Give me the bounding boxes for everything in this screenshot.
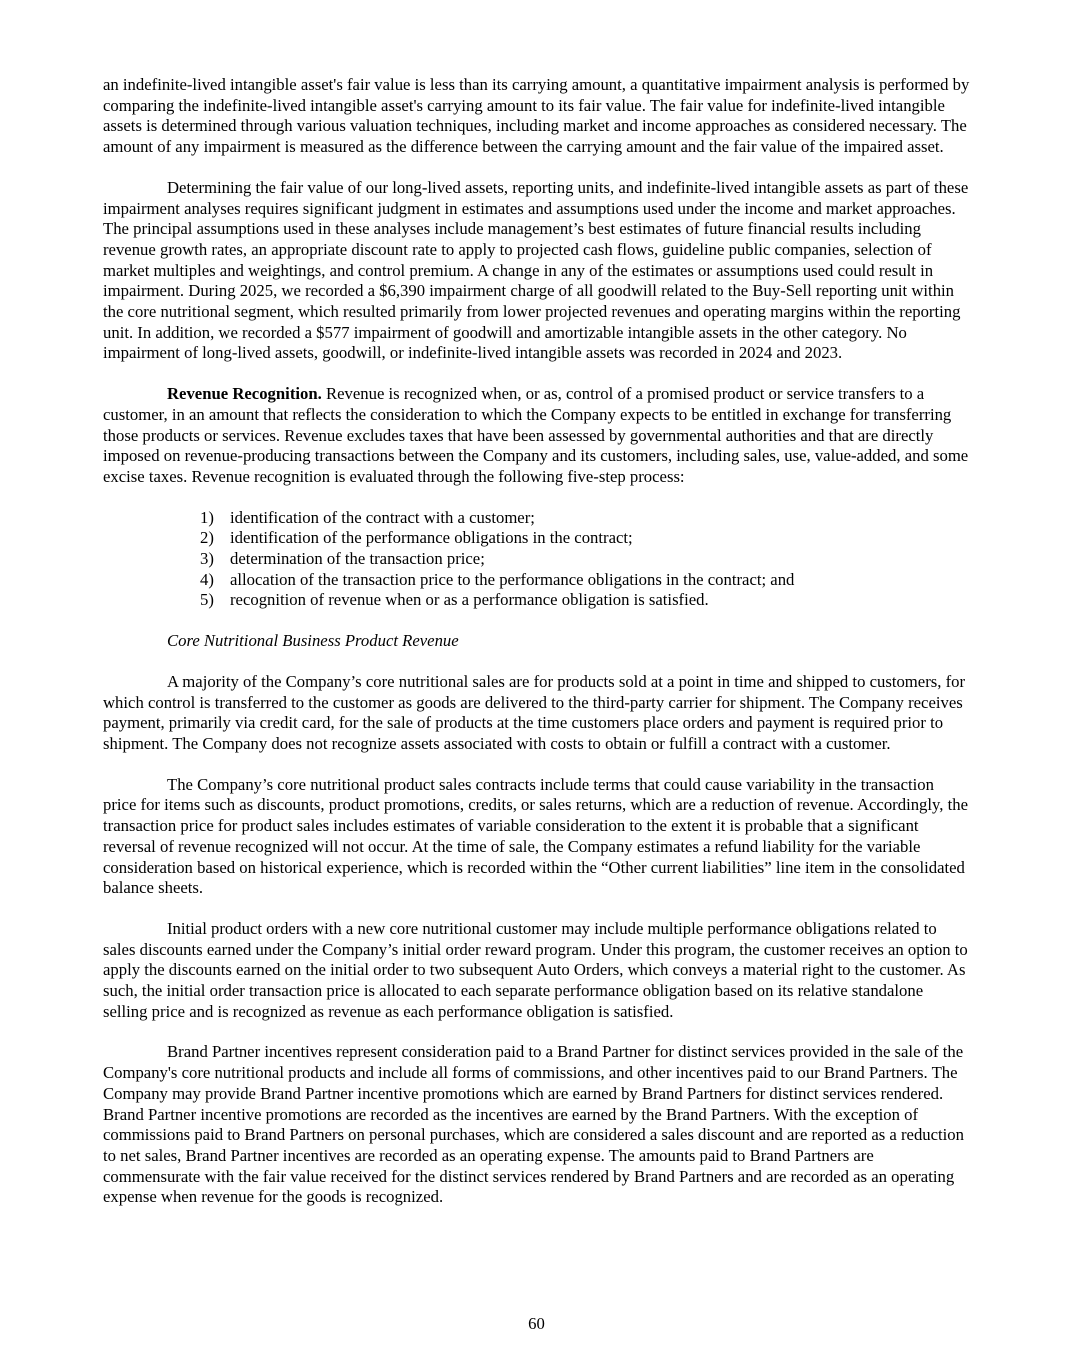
- list-item-text: allocation of the transaction price to the performance obligations in the contract; and: [230, 569, 795, 589]
- list-item-number: 1): [200, 507, 214, 527]
- list-item: [103, 549, 970, 570]
- list-item-text: determination of the transaction price;: [230, 549, 485, 569]
- list-item: [103, 508, 970, 529]
- list-item: [103, 528, 970, 549]
- list-item-text: recognition of revenue when or as a performance obligation is satisfied.: [230, 590, 709, 610]
- paragraph-initial-orders: Initial product orders with a new core nutritional customer may include multiple performance obligations related to sales discounts earned under the Company’s initial order reward program. Under this program, the customer receives an option to apply the discounts earned on the initial order to two subsequent Auto Orders, which conveys a material right to the customer. As such, the initial order transaction price is allocated to each separate performance obligation based on its relative standalone selling price and is recognized as revenue as each performance obligation is satisfied.: [103, 918, 968, 1021]
- paragraph-brand-partner-incentives: Brand Partner incentives represent consideration paid to a Brand Partner for distinct services provided in the sale of the Company's core nutritional products and include all forms of commissions, and other incentives paid to our Brand Partners. The Company may provide Brand Partner incentive promotions which are earned by Brand Partners for distinct services rendered. Brand Partner incentive promotions are recorded as the incentives are earned by the Brand Partners. With the exception of commissions paid to Brand Partners on personal purchases, which are considered a sales discount and are reported as a reduction to net sales, Brand Partner incentives are recorded as an operating expense. The amounts paid to Brand Partners are commensurate with the fair value received for the distinct services rendered by Brand Partners and are recorded as an operating expense when revenue for the goods is recognized.: [103, 1042, 964, 1207]
- paragraph-impairment-continuation: an indefinite-lived intangible asset's fair value is less than its carrying amount, a quantitative impairment analysis is performed by comparing the indefinite-lived intangible asset's carrying amount to its fair value. The fair value for indefinite-lived intangible assets is determined through various valuation techniques, including market and income approaches as considered necessary. The amount of any impairment is measured as the difference between the carrying amount and the fair value of the impaired asset.: [103, 75, 970, 157]
- list-item: [103, 590, 970, 611]
- paragraph-point-in-time-sales: A majority of the Company’s core nutritional sales are for products sold at a point in time and shipped to customers, for which control is transferred to the customer as goods are delivered to the third-party carrier for shipment. The Company receives payment, primarily via credit card, for the sale of products at the time customers place orders and payment is required prior to shipment. The Company does not recognize assets associated with costs to obtain or fulfill a contract with a customer.: [103, 671, 966, 753]
- list-item-text: identification of the contract with a customer;: [230, 507, 535, 527]
- list-item-number: 4): [200, 569, 214, 589]
- paragraph-fair-value-determination: Determining the fair value of our long-lived assets, reporting units, and indefinite-lived intangible assets as part of these impairment analyses requires significant judgment in estimates and assumptions used under the income and market approaches. The principal assumptions used in these analyses include management’s best estimates of future financial results including revenue growth rates, an appropriate discount rate to apply to projected cash flows, guideline public companies, selection of market multiples and weightings, and control premium. A change in any of the estimates or assumptions used could result in impairment. During 2025, we recorded a $6,390 impairment charge of all goodwill related to the Buy-Sell reporting unit within the core nutritional segment, which resulted primarily from lower projected revenues and operating margins within the reporting unit. In addition, we recorded a $577 impairment of goodwill and amortizable intangible assets in the other category. No impairment of long-lived assets, goodwill, or indefinite-lived intangible assets was recorded in 2024 and 2023.: [103, 177, 969, 363]
- paragraph-revenue-recognition: [103, 384, 970, 488]
- list-item-number: 5): [200, 590, 214, 610]
- page-number: 60: [528, 1314, 545, 1334]
- heading-core-nutritional-business-product-revenue: Core Nutritional Business Product Revenue: [167, 631, 459, 651]
- revenue-recognition-body: Revenue is recognized when, or as, control of a promised product or service transfers to a customer, in an amount that reflects the consideration to which the Company expects to be entitled in exchange for transferring those products or services. Revenue excludes taxes that have been assessed by governmental authorities and that are directly imposed on revenue-producing transactions between the Company and its customers, including sales, use, value-added, and some excise taxes. Revenue recognition is evaluated through the following five-step process:: [103, 384, 969, 486]
- list-item-number: 3): [200, 549, 214, 569]
- list-item: [103, 570, 970, 591]
- paragraph-variable-consideration: The Company’s core nutritional product sales contracts include terms that could cause variability in the transaction price for items such as discounts, product promotions, credits, or sales returns, which are a reduction of revenue. Accordingly, the transaction price for product sales includes estimates of variable consideration to the extent it is probable that a significant reversal of revenue recognized will not occur. At the time of sale, the Company estimates a refund liability for the variable consideration based on historical experience, which is recorded within the “Other current liabilities” line item in the consolidated balance sheets.: [103, 774, 969, 898]
- list-item-number: 2): [200, 528, 214, 548]
- five-step-process-list: [103, 508, 970, 612]
- revenue-recognition-bold-lead: Revenue Recognition.: [167, 384, 322, 404]
- list-item-text: identification of the performance obligations in the contract;: [230, 528, 633, 548]
